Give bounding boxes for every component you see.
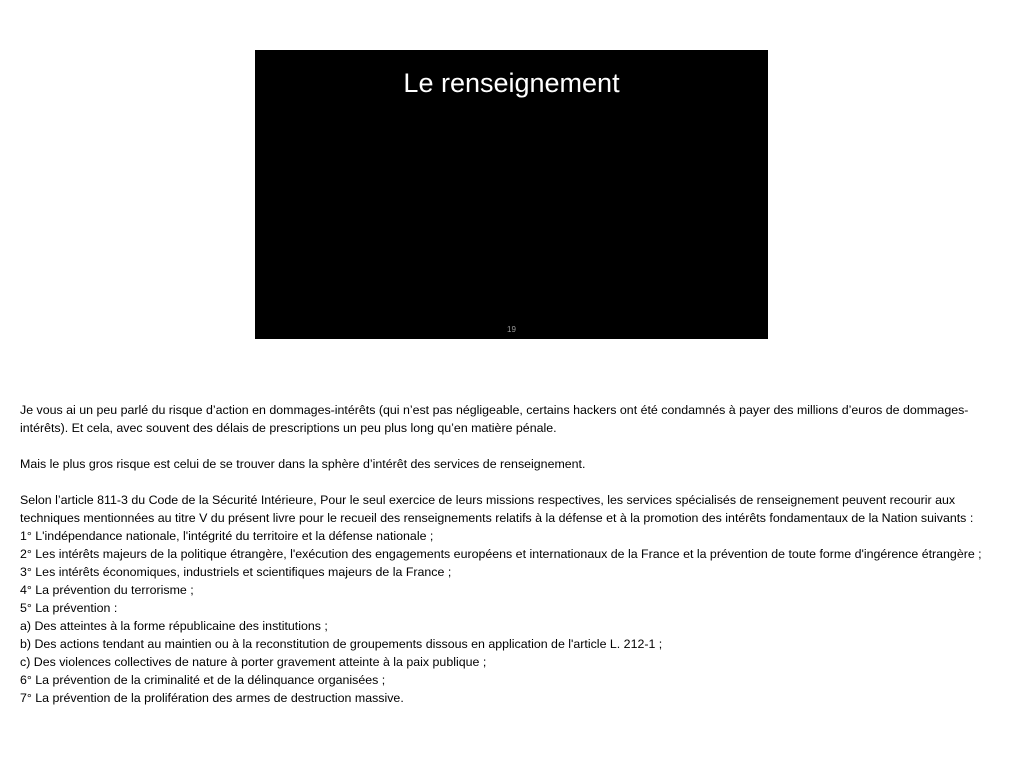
list-item: 3° Les intérêts économiques, industriels et scientifiques majeurs de la France ; [20,565,452,579]
notes-paragraph: Mais le plus gros risque est celui de se trouver dans la sphère d’intérêt des services de renseignement. [20,457,586,471]
list-item: b) Des actions tendant au maintien ou à la reconstitution de groupements dissous en application de l'article L. 212-1 ; [20,637,663,651]
list-item: 2° Les intérêts majeurs de la politique étrangère, l'exécution des engagements européens et internationaux de la France et la prévention de toute forme d'ingérence étrangère ; [20,547,982,561]
list-item: 5° La prévention : [20,601,118,615]
paragraph-spacer [20,473,1004,491]
list-item: 7° La prévention de la prolifération des armes de destruction massive. [20,691,404,705]
slide-title: Le renseignement [403,68,620,98]
list-item: a) Des atteintes à la forme républicaine des institutions ; [20,619,328,633]
presenter-notes [20,401,1004,707]
notes-paragraph: Je vous ai un peu parlé du risque d’action en dommages-intérêts (qui n’est pas négligeable, certains hackers ont été condamnés à payer des millions d’euros de dommages-intérêts). Et cela, avec souvent des délais de prescriptions un peu plus long qu’en matière pénale. [20,403,969,435]
notes-paragraph: Selon l’article 811-3 du Code de la Sécurité Intérieure, Pour le seul exercice de leurs missions respectives, les services spécialisés de renseignement peuvent recourir aux techniques mentionnées au titre V du présent livre pour le recueil des renseignements relatifs à la défense et à la promotion des intérêts fondamentaux de la Nation suivants : [20,493,974,525]
paragraph-spacer [20,437,1004,455]
list-item: 6° La prévention de la criminalité et de la délinquance organisées ; [20,673,386,687]
list-item: c) Des violences collectives de nature à porter gravement atteinte à la paix publique ; [20,655,487,669]
slide-number: 19 [507,325,516,334]
list-item: 1° L'indépendance nationale, l'intégrité du territoire et la défense nationale ; [20,529,434,543]
list-item: 4° La prévention du terrorisme ; [20,583,194,597]
slide-thumbnail [255,50,768,339]
